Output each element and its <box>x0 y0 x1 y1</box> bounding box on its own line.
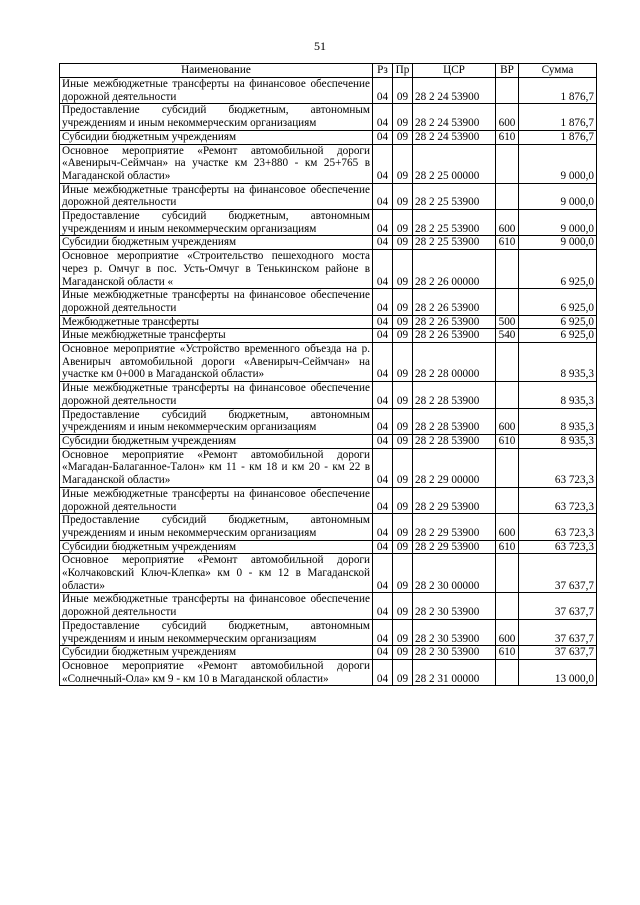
cell-rz: 04 <box>373 183 393 209</box>
cell-name: Субсидии бюджетным учреждениям <box>60 646 373 660</box>
cell-pr: 09 <box>393 554 413 593</box>
table-row <box>60 329 597 343</box>
table-row <box>60 554 597 593</box>
cell-rz: 04 <box>373 540 393 554</box>
header-rz: Рз <box>373 64 393 78</box>
cell-csr: 28 2 28 53900 <box>413 382 496 408</box>
cell-sum: 9 000,0 <box>519 210 597 236</box>
cell-vr: 610 <box>496 130 519 144</box>
cell-vr: 610 <box>496 236 519 250</box>
cell-rz: 04 <box>373 487 393 513</box>
table-row <box>60 646 597 660</box>
cell-pr: 09 <box>393 659 413 685</box>
cell-csr: 28 2 29 00000 <box>413 448 496 487</box>
cell-vr: 600 <box>496 104 519 130</box>
table-row <box>60 408 597 434</box>
cell-sum: 37 637,7 <box>519 619 597 645</box>
cell-name: Предоставление субсидий бюджетным, автономным учреждениям и иным некоммерческим организациям <box>60 210 373 236</box>
cell-csr: 28 2 31 00000 <box>413 659 496 685</box>
cell-vr <box>496 289 519 315</box>
cell-sum: 6 925,0 <box>519 289 597 315</box>
cell-name: Иные межбюджетные трансферты на финансовое обеспечение дорожной деятельности <box>60 382 373 408</box>
cell-csr: 28 2 24 53900 <box>413 104 496 130</box>
table-header-row <box>60 64 597 78</box>
cell-vr: 610 <box>496 540 519 554</box>
cell-pr: 09 <box>393 593 413 619</box>
cell-rz: 04 <box>373 646 393 660</box>
cell-rz: 04 <box>373 514 393 540</box>
cell-pr: 09 <box>393 289 413 315</box>
cell-csr: 28 2 24 53900 <box>413 78 496 104</box>
cell-rz: 04 <box>373 593 393 619</box>
cell-sum: 63 723,3 <box>519 540 597 554</box>
cell-name: Межбюджетные трансферты <box>60 315 373 329</box>
cell-rz: 04 <box>373 250 393 289</box>
cell-csr: 28 2 26 00000 <box>413 250 496 289</box>
cell-pr: 09 <box>393 540 413 554</box>
cell-rz: 04 <box>373 289 393 315</box>
cell-pr: 09 <box>393 104 413 130</box>
cell-sum: 37 637,7 <box>519 646 597 660</box>
cell-pr: 09 <box>393 343 413 382</box>
cell-sum: 8 935,3 <box>519 343 597 382</box>
table-row <box>60 593 597 619</box>
cell-rz: 04 <box>373 315 393 329</box>
cell-vr <box>496 554 519 593</box>
cell-vr <box>496 343 519 382</box>
table-row <box>60 659 597 685</box>
cell-csr: 28 2 29 53900 <box>413 540 496 554</box>
cell-vr: 610 <box>496 434 519 448</box>
cell-csr: 28 2 30 53900 <box>413 646 496 660</box>
cell-name: Иные межбюджетные трансферты на финансовое обеспечение дорожной деятельности <box>60 183 373 209</box>
cell-sum: 63 723,3 <box>519 448 597 487</box>
cell-name: Предоставление субсидий бюджетным, автономным учреждениям и иным некоммерческим организациям <box>60 408 373 434</box>
cell-sum: 9 000,0 <box>519 183 597 209</box>
cell-vr: 540 <box>496 329 519 343</box>
cell-sum: 9 000,0 <box>519 236 597 250</box>
cell-sum: 13 000,0 <box>519 659 597 685</box>
cell-rz: 04 <box>373 210 393 236</box>
page-number: 51 <box>314 39 326 53</box>
header-pr: Пр <box>393 64 413 78</box>
cell-pr: 09 <box>393 315 413 329</box>
cell-vr <box>496 593 519 619</box>
cell-rz: 04 <box>373 343 393 382</box>
cell-vr <box>496 382 519 408</box>
cell-rz: 04 <box>373 408 393 434</box>
cell-vr <box>496 448 519 487</box>
table-row <box>60 183 597 209</box>
cell-name: Основное мероприятие «Ремонт автомобильной дороги «Магадан-Балаганное-Талон» км 11 - км 18 и км 20 - км 22 в Магаданской области» <box>60 448 373 487</box>
cell-csr: 28 2 30 53900 <box>413 593 496 619</box>
cell-name: Основное мероприятие «Устройство временного объезда на р. Авенирыч автомобильной дороги «Авенирыч-Сеймчан» на участке км 0+000 в Магаданской области» <box>60 343 373 382</box>
table-row <box>60 250 597 289</box>
cell-sum: 6 925,0 <box>519 329 597 343</box>
cell-sum: 6 925,0 <box>519 250 597 289</box>
cell-csr: 28 2 28 53900 <box>413 434 496 448</box>
cell-name: Иные межбюджетные трансферты на финансовое обеспечение дорожной деятельности <box>60 593 373 619</box>
cell-name: Субсидии бюджетным учреждениям <box>60 130 373 144</box>
table-row <box>60 382 597 408</box>
table-row <box>60 514 597 540</box>
cell-rz: 04 <box>373 104 393 130</box>
cell-pr: 09 <box>393 448 413 487</box>
table-row <box>60 315 597 329</box>
cell-csr: 28 2 26 53900 <box>413 315 496 329</box>
table-row <box>60 487 597 513</box>
table-row <box>60 434 597 448</box>
cell-sum: 1 876,7 <box>519 130 597 144</box>
cell-pr: 09 <box>393 408 413 434</box>
cell-pr: 09 <box>393 250 413 289</box>
cell-name: Субсидии бюджетным учреждениям <box>60 434 373 448</box>
cell-csr: 28 2 25 53900 <box>413 183 496 209</box>
cell-sum: 8 935,3 <box>519 434 597 448</box>
cell-vr: 600 <box>496 514 519 540</box>
cell-pr: 09 <box>393 236 413 250</box>
cell-name: Основное мероприятие «Ремонт автомобильной дороги «Колчаковский Ключ-Клепка» км 0 - км 12 в Магаданской области» <box>60 554 373 593</box>
table-row <box>60 210 597 236</box>
cell-name: Предоставление субсидий бюджетным, автономным учреждениям и иным некоммерческим организациям <box>60 619 373 645</box>
header-name: Наименование <box>60 64 373 78</box>
cell-vr: 600 <box>496 619 519 645</box>
cell-pr: 09 <box>393 210 413 236</box>
cell-name: Предоставление субсидий бюджетным, автономным учреждениям и иным некоммерческим организациям <box>60 514 373 540</box>
cell-name: Иные межбюджетные трансферты на финансовое обеспечение дорожной деятельности <box>60 289 373 315</box>
header-vr: ВР <box>496 64 519 78</box>
cell-sum: 6 925,0 <box>519 315 597 329</box>
cell-rz: 04 <box>373 448 393 487</box>
cell-name: Субсидии бюджетным учреждениям <box>60 540 373 554</box>
cell-pr: 09 <box>393 183 413 209</box>
cell-rz: 04 <box>373 329 393 343</box>
cell-csr: 28 2 26 53900 <box>413 329 496 343</box>
cell-name: Основное мероприятие «Ремонт автомобильной дороги «Авенирыч-Сеймчан» на участке км 23+880 - км 25+765 в Магаданской области» <box>60 144 373 183</box>
table-row <box>60 619 597 645</box>
cell-csr: 28 2 30 00000 <box>413 554 496 593</box>
cell-csr: 28 2 25 53900 <box>413 236 496 250</box>
cell-pr: 09 <box>393 78 413 104</box>
table-row <box>60 343 597 382</box>
cell-csr: 28 2 25 53900 <box>413 210 496 236</box>
cell-pr: 09 <box>393 619 413 645</box>
cell-pr: 09 <box>393 329 413 343</box>
cell-csr: 28 2 29 53900 <box>413 487 496 513</box>
cell-pr: 09 <box>393 646 413 660</box>
cell-rz: 04 <box>373 144 393 183</box>
cell-sum: 1 876,7 <box>519 78 597 104</box>
cell-name: Иные межбюджетные трансферты <box>60 329 373 343</box>
cell-rz: 04 <box>373 236 393 250</box>
header-csr: ЦСР <box>413 64 496 78</box>
table-row <box>60 104 597 130</box>
cell-sum: 8 935,3 <box>519 408 597 434</box>
cell-csr: 28 2 28 00000 <box>413 343 496 382</box>
cell-pr: 09 <box>393 434 413 448</box>
cell-rz: 04 <box>373 554 393 593</box>
cell-vr: 500 <box>496 315 519 329</box>
cell-name: Субсидии бюджетным учреждениям <box>60 236 373 250</box>
cell-vr <box>496 487 519 513</box>
cell-name: Иные межбюджетные трансферты на финансовое обеспечение дорожной деятельности <box>60 487 373 513</box>
cell-name: Основное мероприятие «Строительство пешеходного моста через р. Омчуг в пос. Усть-Омчуг в Тенькинском районе в Магаданской области « <box>60 250 373 289</box>
cell-pr: 09 <box>393 487 413 513</box>
cell-pr: 09 <box>393 130 413 144</box>
cell-rz: 04 <box>373 659 393 685</box>
cell-sum: 1 876,7 <box>519 104 597 130</box>
cell-rz: 04 <box>373 434 393 448</box>
table-row <box>60 236 597 250</box>
table-row <box>60 78 597 104</box>
cell-csr: 28 2 30 53900 <box>413 619 496 645</box>
cell-name: Предоставление субсидий бюджетным, автономным учреждениям и иным некоммерческим организациям <box>60 104 373 130</box>
cell-sum: 63 723,3 <box>519 514 597 540</box>
cell-pr: 09 <box>393 514 413 540</box>
cell-pr: 09 <box>393 382 413 408</box>
cell-csr: 28 2 26 53900 <box>413 289 496 315</box>
cell-vr <box>496 144 519 183</box>
table-row <box>60 144 597 183</box>
cell-csr: 28 2 29 53900 <box>413 514 496 540</box>
table-body <box>60 78 597 686</box>
cell-rz: 04 <box>373 619 393 645</box>
cell-rz: 04 <box>373 382 393 408</box>
table-row <box>60 130 597 144</box>
cell-vr: 600 <box>496 408 519 434</box>
table-row <box>60 540 597 554</box>
cell-csr: 28 2 28 53900 <box>413 408 496 434</box>
table-row <box>60 289 597 315</box>
cell-sum: 37 637,7 <box>519 554 597 593</box>
cell-csr: 28 2 24 53900 <box>413 130 496 144</box>
cell-sum: 9 000,0 <box>519 144 597 183</box>
cell-vr <box>496 78 519 104</box>
cell-sum: 8 935,3 <box>519 382 597 408</box>
cell-csr: 28 2 25 00000 <box>413 144 496 183</box>
cell-sum: 63 723,3 <box>519 487 597 513</box>
cell-name: Основное мероприятие «Ремонт автомобильной дороги «Солнечный-Ола» км 9 - км 10 в Магаданской области» <box>60 659 373 685</box>
table-row <box>60 448 597 487</box>
cell-vr: 610 <box>496 646 519 660</box>
cell-pr: 09 <box>393 144 413 183</box>
budget-table <box>59 63 597 686</box>
cell-sum: 37 637,7 <box>519 593 597 619</box>
header-sum: Сумма <box>519 64 597 78</box>
cell-vr <box>496 250 519 289</box>
cell-rz: 04 <box>373 130 393 144</box>
cell-vr <box>496 183 519 209</box>
cell-vr: 600 <box>496 210 519 236</box>
cell-vr <box>496 659 519 685</box>
cell-rz: 04 <box>373 78 393 104</box>
cell-name: Иные межбюджетные трансферты на финансовое обеспечение дорожной деятельности <box>60 78 373 104</box>
